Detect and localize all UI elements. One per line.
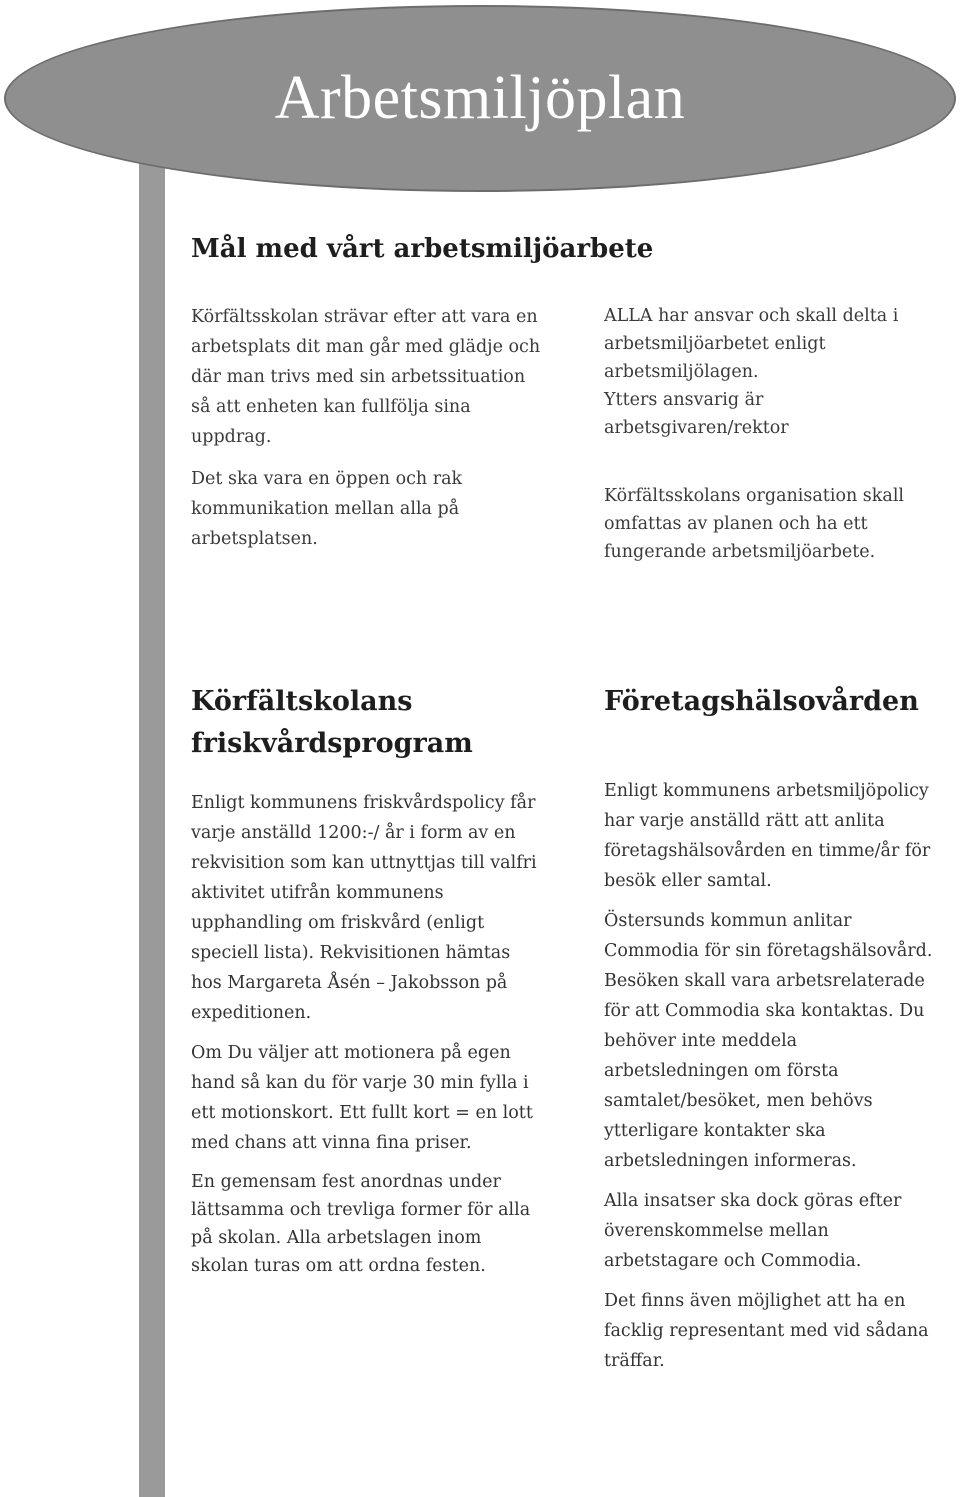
goals-right-column	[604, 302, 934, 576]
goals-paragraph: Körfältsskolans organisation skall omfattas av planen och ha ett fungerande arbetsmiljöarbete.	[604, 486, 905, 562]
page-title: Arbetsmiljöplan	[274, 64, 686, 132]
decorative-pole	[139, 150, 165, 1497]
wellness-paragraph: En gemensam fest anordnas under lättsamma och trevliga former för alla på skolan. Alla arbetslagen inom skolan turas om att ordna festen.	[191, 1172, 531, 1276]
health-heading: Företagshälsovården	[604, 686, 919, 717]
goals-left-column	[191, 302, 541, 564]
wellness-paragraph: Om Du väljer att motionera på egen hand så kan du för varje 30 min fylla i ett motionskort. Ett fullt kort = en lott med chans att vinna fina priser.	[191, 1043, 533, 1153]
goals-heading: Mål med vårt arbetsmiljöarbete	[191, 234, 654, 264]
goals-paragraph: Det ska vara en öppen och rak kommunikation mellan alla på arbetsplatsen.	[191, 469, 463, 549]
wellness-column	[191, 788, 541, 1290]
goals-paragraph: Körfältsskolan strävar efter att vara en arbetsplats dit man går med glädje och där man trivs med sin arbetssituation så att enheten kan fullfölja sina uppdrag.	[191, 307, 541, 447]
health-paragraph: Alla insatser ska dock göras efter överenskommelse mellan arbetstagare och Commodia.	[604, 1191, 902, 1271]
health-paragraph: Det finns även möjlighet att ha en facklig representant med vid sådana träffar.	[604, 1291, 929, 1371]
health-paragraph: Enligt kommunens arbetsmiljöpolicy har varje anställd rätt att anlita företagshälsovården en timme/år för besök eller samtal.	[604, 781, 931, 891]
goals-paragraph: ALLA har ansvar och skall delta i arbetsmiljöarbetet enligt arbetsmiljölagen.	[604, 306, 899, 382]
health-paragraph: Östersunds kommun anlitar Commodia för sin företagshälsovård. Besöken skall vara arbetsrelaterade för att Commodia ska kontaktas. Du behöver inte meddela arbetsledningen om första samtalet/besöket, men behövs ytterligare kontakter ska arbetsledningen informeras.	[604, 911, 933, 1171]
wellness-paragraph: Enligt kommunens friskvårdspolicy får varje anställd 1200:-/ år i form av en rekvisition som kan uttnyttjas till valfri aktivitet utifrån kommunens upphandling om friskvård (enligt speciell lista). Rekvisitionen hämtas hos Margareta Åsén – Jakobsson på expeditionen.	[191, 793, 537, 1023]
wellness-heading: Körfältskolans friskvårdsprogram	[191, 686, 473, 759]
health-column	[604, 776, 944, 1386]
goals-paragraph: Ytters ansvarig är arbetsgivaren/rektor	[604, 390, 789, 438]
